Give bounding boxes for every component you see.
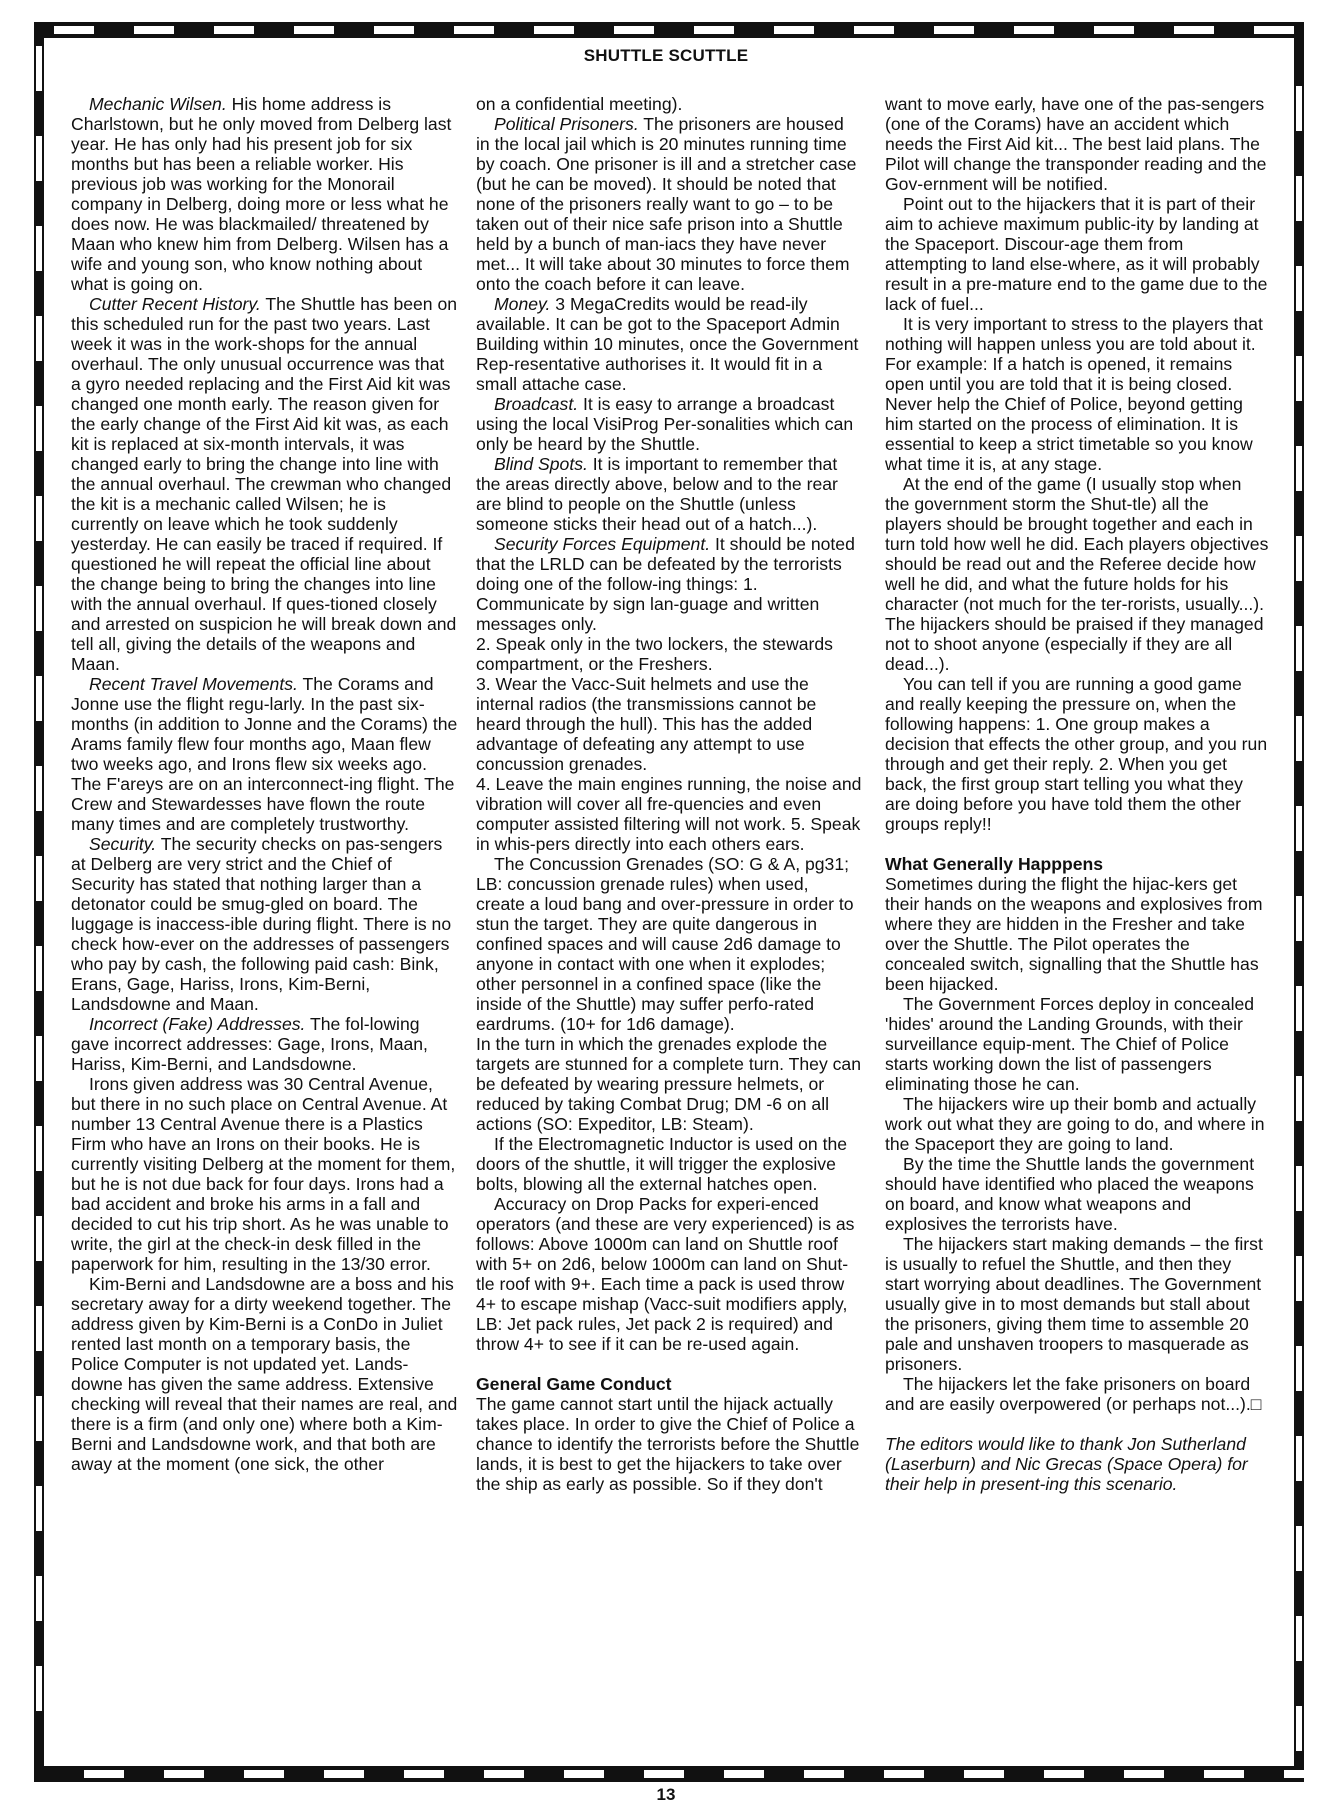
column-1 <box>71 94 458 1474</box>
page-title: SHUTTLE SCUTTLE <box>583 46 749 65</box>
paragraph-lead: Political Prisoners. <box>494 114 639 134</box>
border-segment <box>1296 806 1302 851</box>
paragraph-lead: Blind Spots. <box>494 454 588 474</box>
paragraph-text: The game cannot start until the hijack actually takes place. In order to give the Chief of Police a chance to identify the terrorists before the Shuttle lands, it is best to get the hijackers to take over the ship as early as possible. So if they don't <box>476 1394 860 1494</box>
paragraph <box>476 1194 862 1354</box>
border-segment <box>36 1036 42 1081</box>
paragraph-text: It is very important to stress to the players that nothing will happen unless you are told about it. For example: If a hatch is opened, it remains open until you are told that it is being closed. Never help the Chief of Police, beyond getting him started on the process of elimination. It is essential to keep a strict timetable so you know what time it is, at any stage. <box>885 314 1263 474</box>
border-segment <box>484 1770 524 1778</box>
border-segment <box>36 226 42 271</box>
paragraph <box>476 454 862 534</box>
border-segment <box>1014 26 1054 34</box>
border-segment <box>1044 1770 1084 1778</box>
paragraph <box>885 474 1269 674</box>
paragraph <box>476 1134 862 1194</box>
paragraph-text: The hijackers let the fake prisoners on board and are easily overpowered (or perhaps not...).□ <box>885 1374 1262 1414</box>
border-segment <box>934 26 974 34</box>
paragraph <box>885 874 1269 994</box>
border-segment <box>36 496 42 541</box>
border-segment <box>374 26 414 34</box>
paragraph-text: The Concussion Grenades (SO: G & A, pg31; LB: concussion grenade rules) when used, create a loud bang and over-pressure in order to stun the target. They are quite dangerous in confined spaces and will cause 2d6 damage to anyone in contact with one when it explodes; other personnel in a confined space (like the inside of the Shuttle) may suffer perfo-rated eardrums. (10+ for 1d6 damage). <box>476 854 854 1034</box>
border-segment <box>214 26 254 34</box>
paragraph <box>476 774 862 854</box>
border-segment <box>1296 1166 1302 1211</box>
border-segment <box>1124 1770 1164 1778</box>
border-segment <box>1296 716 1302 761</box>
border-segment <box>1296 536 1302 581</box>
border-segment <box>854 26 894 34</box>
paragraph-text: At the end of the game (I usually stop when the government storm the Shut-tle) all the players should be brought together and each in turn told how well he did. Each players objectives should be read out and the Referee decide how well he did, and what the future holds for his character (not much for the ter-rorists, usually...). The hijackers should be praised if they managed not to shoot anyone (especially if they are all dead...). <box>885 474 1269 674</box>
border-segment <box>1296 626 1302 671</box>
border-segment <box>1284 1770 1324 1778</box>
paragraph-text: want to move early, have one of the pas-sengers (one of the Corams) have an accident which needs the First Aid kit... The best laid plans. The Pilot will change the transponder reading and the Gov-ernment will be notified. <box>885 94 1267 194</box>
border-segment <box>36 1666 42 1711</box>
paragraph <box>476 1034 862 1134</box>
border-segment <box>36 586 42 631</box>
border-segment <box>644 1770 684 1778</box>
paragraph <box>885 314 1269 474</box>
border-segment <box>36 856 42 901</box>
border-segment <box>134 26 174 34</box>
paragraph <box>476 534 862 634</box>
border-segment <box>1204 1770 1244 1778</box>
paragraph-text: The Shuttle has been on this scheduled run for the past two years. Last week it was in the work-shops for the annual overhaul. The only unusual occurrence was that a gyro needed replacing and the First Aid kit was changed one month early. The reason given for the early change of the First Aid kit was, as each kit is replaced at six-month intervals, it was changed early to bring the change into line with the annual overhaul. The crewman who changed the kit is a mechanic called Wilsen; he is currently on leave which he took suddenly yesterday. He can easily be traced if required. If questioned he will repeat the official line about the change being to bring the changes into line with the annual overhaul. If ques-tioned closely and arrested on suspicion he will break down and tell all, giving the details of the weapons and Maan. <box>71 294 458 674</box>
page-number: 13 <box>656 1785 676 1804</box>
border-segment <box>244 1770 284 1778</box>
border-segment <box>36 1216 42 1261</box>
paragraph <box>71 834 458 1014</box>
border-segment <box>36 676 42 721</box>
border-segment <box>884 1770 924 1778</box>
border-segment <box>1296 896 1302 941</box>
border-segment <box>1296 86 1302 131</box>
border-segment <box>1296 176 1302 221</box>
border-segment <box>1254 26 1294 34</box>
paragraph-lead: Money. <box>494 294 551 314</box>
border-segment <box>164 1770 204 1778</box>
border-segment <box>1296 446 1302 491</box>
border-segment <box>694 26 734 34</box>
border-segment <box>534 26 574 34</box>
border-segment <box>36 1306 42 1351</box>
paragraph-text: The hijackers start making demands – the first is usually to refuel the Shuttle, and then they start worrying about deadlines. The Government usually give in to most demands but stall about the prisoners, giving them time to assemble 20 pale and unshaven troopers to masquerade as prisoners. <box>885 1234 1263 1374</box>
paragraph-lead: Incorrect (Fake) Addresses. <box>89 1014 306 1034</box>
paragraph-text: The Government Forces deploy in concealed 'hides' around the Landing Grounds, with their surveillance equip-ment. The Chief of Police starts working down the list of passengers eliminating those he can. <box>885 994 1255 1094</box>
column-3 <box>885 94 1269 1494</box>
paragraph <box>71 674 458 834</box>
paragraph <box>885 1374 1269 1414</box>
paragraph-text: Irons given address was 30 Central Avenue, but there in no such place on Central Avenue. At number 13 Central Avenue there is a Plastics Firm who have an Irons on their books. He is currently visiting Delberg at the moment for them, but he is not due back for four days. Irons had a bad accident and broke his arms in a fall and decided to cut his trip short. As he was unable to write, the girl at the check-in desk filled in the paperwork for him, resulting in the 13/30 error. <box>71 1074 456 1274</box>
column-2 <box>476 94 862 1494</box>
border-segment <box>1296 1256 1302 1301</box>
border-segment <box>1296 1526 1302 1571</box>
paragraph-lead: Recent Travel Movements. <box>89 674 298 694</box>
paragraph-text: Kim-Berni and Landsdowne are a boss and his secretary away for a dirty weekend together. The address given by Kim-Berni is a ConDo in Juliet rented last month on a temporary basis, the Police Computer is not updated yet. Lands-downe has given the same address. Extensive checking will reveal that their names are real, and there is a firm (and only one) where both a Kim-Berni and Landsdowne work, and that both are away at the moment (one sick, the other <box>71 1274 458 1474</box>
paragraph <box>476 674 862 774</box>
border-segment <box>1296 1076 1302 1121</box>
border-segment <box>724 1770 764 1778</box>
border-segment <box>564 1770 604 1778</box>
paragraph <box>476 1394 862 1494</box>
paragraph <box>71 1274 458 1474</box>
paragraph-text: The security checks on pas-sengers at Delberg are very strict and the Chief of Security has stated that nothing larger than a detonator could be smug-gled on board. The luggage is inaccess-ible during flight. There is no check how-ever on the addresses of passengers who pay by cash, the following paid cash: Bink, Erans, Gage, Hariss, Irons, Kim-Berni, Landsdowne and Maan. <box>71 834 452 1014</box>
border-segment <box>1296 1706 1302 1751</box>
border-segment <box>324 1770 364 1778</box>
paragraph-text: 3. Wear the Vacc-Suit helmets and use the internal radios (the transmissions cannot be heard through the hull). This has the added advantage of defeating any attempt to use concussion grenades. <box>476 674 817 774</box>
paragraph-text: The hijackers wire up their bomb and actually work out what they are going to do, and where in the Spaceport they are going to land. <box>885 1094 1265 1154</box>
paragraph-text: Accuracy on Drop Packs for experi-enced operators (and these are very experienced) is as follows: Above 1000m can land on Shuttle roof with 5+ on 2d6, below 1000m can land on Shut-tle roof with 9+. Each time a pack is used throw 4+ to escape mishap (Vacc-suit modifiers apply, LB: Jet pack rules, Jet pack 2 is required) and throw 4+ to see if it can be re-used again. <box>476 1194 855 1354</box>
border-segment <box>1296 266 1302 311</box>
paragraph-lead: Mechanic Wilsen. <box>89 94 227 114</box>
paragraph <box>71 94 458 294</box>
border-segment <box>36 1396 42 1441</box>
paragraph <box>885 1094 1269 1154</box>
border-segment <box>36 406 42 451</box>
border-segment <box>774 26 814 34</box>
paragraph <box>71 1014 458 1074</box>
border-segment <box>1296 1346 1302 1391</box>
paragraph-text: If the Electromagnetic Inductor is used on the doors of the shuttle, it will trigger the explosive bolts, blowing all the external hatches open. <box>476 1134 848 1194</box>
border-segment <box>36 136 42 181</box>
paragraph-text: In the turn in which the grenades explode the targets are stunned for a complete turn. They can be defeated by wearing pressure helmets, or reduced by taking Combat Drug; DM -6 on all actions (SO: Expeditor, LB: Steam). <box>476 1034 862 1134</box>
paragraph <box>476 634 862 674</box>
paragraph-text: It is easy to arrange a broadcast using the local VisiProg Per-sonalities which can only be heard by the Shuttle. <box>476 394 854 454</box>
paragraph-lead: Broadcast. <box>494 394 579 414</box>
border-segment <box>454 26 494 34</box>
paragraph <box>71 294 458 674</box>
paragraph-text: 2. Speak only in the two lockers, the stewards compartment, or the Freshers. <box>476 634 833 674</box>
paragraph-text: The prisoners are housed in the local jail which is 20 minutes running time by coach. One prisoner is ill and a stretcher case (but he can be moved). It should be noted that none of the prisoners really want to go – to be taken out of their nice safe prison into a Shuttle held by a bunch of man-iacs they have never met... It will take about 30 minutes to force them onto the coach before it can leave. <box>476 114 857 294</box>
section-heading-what-generally-happens: What Generally Happpens <box>885 854 1104 874</box>
paragraph-lead: Security Forces Equipment. <box>494 534 711 554</box>
border-segment <box>964 1770 1004 1778</box>
border-segment <box>1296 1436 1302 1481</box>
border-segment <box>36 766 42 811</box>
paragraph-text: You can tell if you are running a good game and really keeping the pressure on, when the following happens: 1. One group makes a decision that effects the other group, and you run through and get their reply. 2. When you get back, the first group start telling you what they are doing before you have told them the other groups reply!! <box>885 674 1268 834</box>
paragraph-text: on a confidential meeting). <box>476 94 683 114</box>
paragraph <box>476 394 862 454</box>
paragraph <box>885 194 1269 314</box>
border-segment <box>54 26 94 34</box>
paragraph <box>885 1154 1269 1234</box>
paragraph-text: 4. Leave the main engines running, the noise and vibration will cover all fre-quencies and even computer assisted filtering will not work. 5. Speak in whis-pers directly into each others ears. <box>476 774 862 854</box>
border-segment <box>36 316 42 361</box>
paragraph <box>885 94 1269 194</box>
paragraph <box>885 994 1269 1094</box>
paragraph <box>476 94 862 114</box>
paragraph-lead: Security. <box>89 834 157 854</box>
paragraph <box>476 114 862 294</box>
border-segment <box>294 26 334 34</box>
paragraph <box>885 674 1269 834</box>
border-segment <box>404 1770 444 1778</box>
border-segment <box>84 1770 124 1778</box>
paragraph-text: By the time the Shuttle lands the government should have identified who placed the weapons on board, and know what weapons and explosives the terrorists have. <box>885 1154 1255 1234</box>
border-segment <box>36 946 42 991</box>
border-segment <box>36 1486 42 1531</box>
border-segment <box>1296 356 1302 401</box>
border-segment <box>804 1770 844 1778</box>
paragraph <box>476 854 862 1034</box>
paragraph-text: 3 MegaCredits would be read-ily available. It can be got to the Spaceport Admin Building within 10 minutes, once the Government Rep-resentative authorises it. It would fit in a small attache case. <box>476 294 859 394</box>
border-segment <box>36 1576 42 1621</box>
border-segment <box>36 1126 42 1171</box>
paragraph-text: It is important to remember that the areas directly above, below and to the rear are blind to people on the Shuttle (unless someone sticks their head out of a hatch...). <box>476 454 838 534</box>
border-segment <box>1174 26 1214 34</box>
border-segment <box>1296 986 1302 1031</box>
paragraph-lead: Cutter Recent History. <box>89 294 261 314</box>
paragraph-text: It should be noted that the LRLD can be defeated by the terrorists doing one of the follow-ing things: 1. Communicate by sign lan-guage and written messages only. <box>476 534 855 634</box>
paragraph-text: The fol-lowing gave incorrect addresses: Gage, Irons, Maan, Hariss, Kim-Berni, and Landsdowne. <box>71 1014 428 1074</box>
paragraph <box>885 1234 1269 1374</box>
border-segment <box>1296 1616 1302 1661</box>
paragraph-text: The Corams and Jonne use the flight regu-larly. In the past six-months (in addition to Jonne and the Corams) the Arams family flew four months ago, Maan flew two weeks ago, and Irons flew six weeks ago. The F'areys are on an interconnect-ing flight. The Crew and Stewardesses have flown the route many times and are completely trustworthy. <box>71 674 458 834</box>
section-heading-general-game-conduct: General Game Conduct <box>476 1374 672 1394</box>
paragraph-text: Sometimes during the flight the hijac-kers get their hands on the weapons and explosives from where they are hidden in the Fresher and take over the Shuttle. The Pilot operates the concealed switch, signalling that the Shuttle has been hijacked. <box>885 874 1263 994</box>
editors-credit: The editors would like to thank Jon Sutherland (Laserburn) and Nic Grecas (Space Opera) for their help in present-ing this scenario. <box>885 1434 1248 1494</box>
paragraph <box>476 294 862 394</box>
paragraph-text: Point out to the hijackers that it is part of their aim to achieve maximum public-ity by landing at the Spaceport. Discour-age them from attempting to land else-where, as it will probably result in a pre-mature end to the game due to the lack of fuel... <box>885 194 1268 314</box>
paragraph-text: His home address is Charlstown, but he only moved from Delberg last year. He has only had his present job for six months but has been a reliable worker. His previous job was working for the Monorail company in Delberg, doing more or less what he does now. He was blackmailed/ threatened by Maan who knew him from Delberg. Wilsen has a wife and young son, who know nothing about what is going on. <box>71 94 452 294</box>
border-segment <box>1094 26 1134 34</box>
paragraph <box>71 1074 458 1274</box>
border-segment <box>614 26 654 34</box>
